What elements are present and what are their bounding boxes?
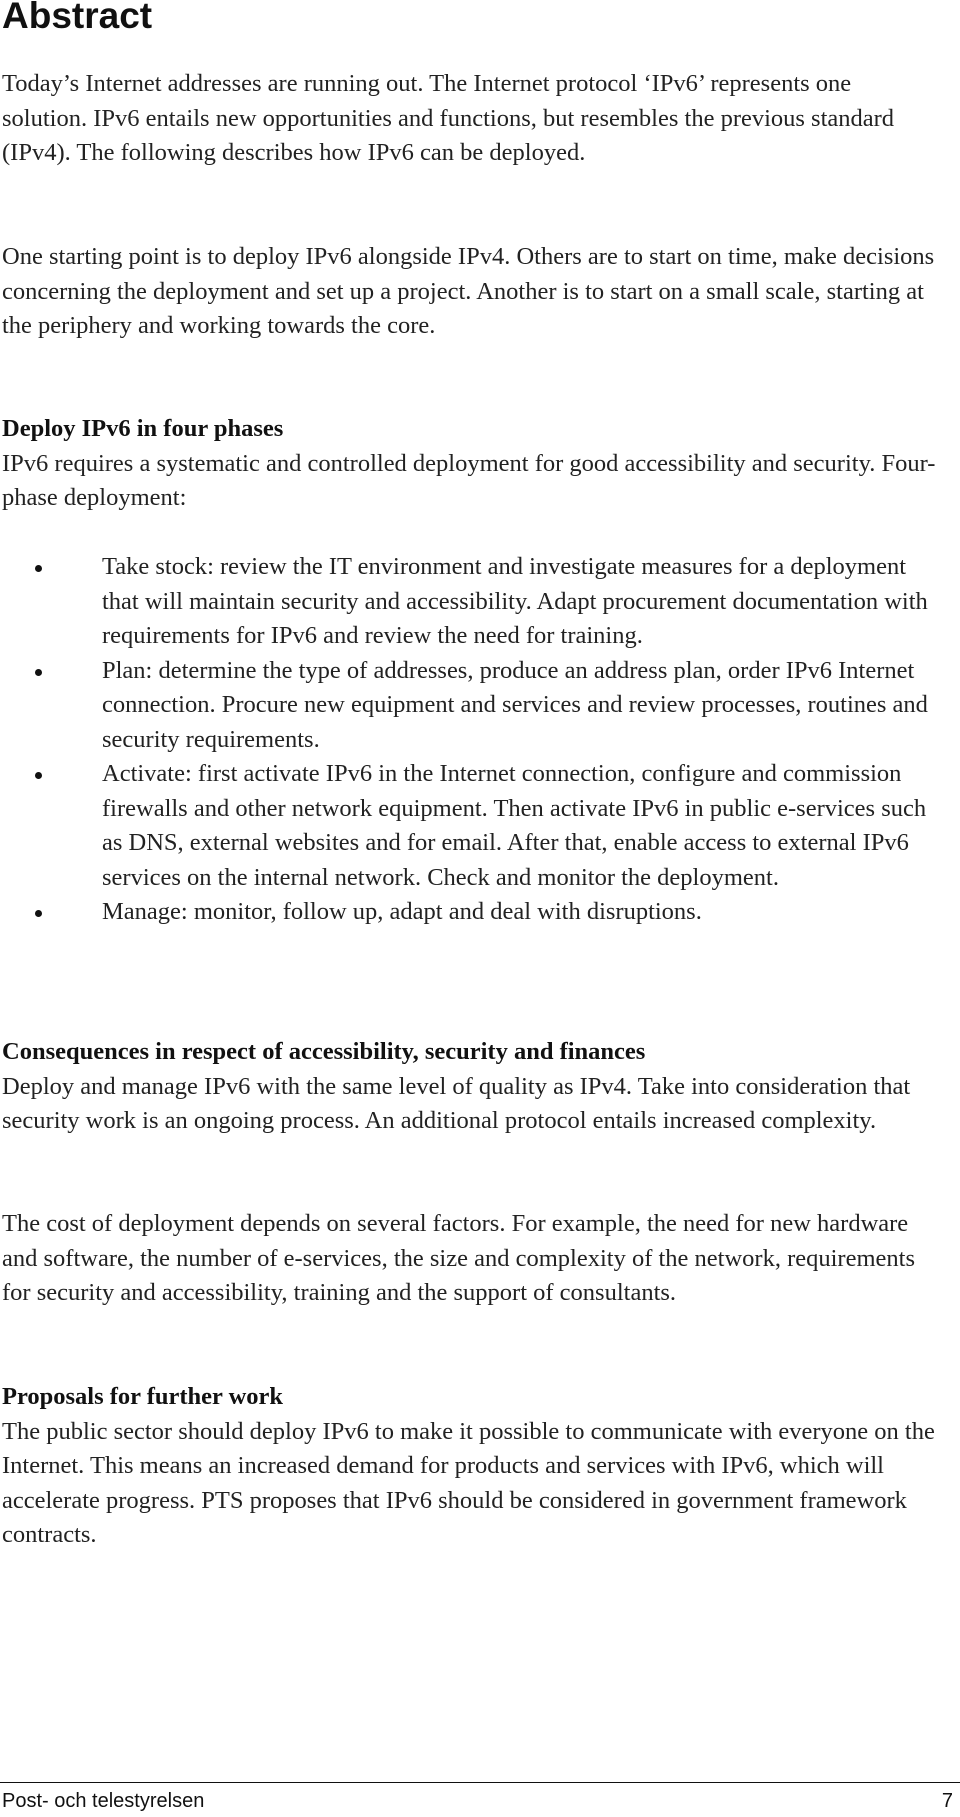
bullet-icon bbox=[35, 910, 42, 917]
list-item-text: Plan: determine the type of addresses, produce an address plan, order IPv6 Internet connection. Procure new equipment and services and review processes, routines and security requirements. bbox=[102, 656, 928, 753]
bullet-icon bbox=[35, 669, 42, 676]
list-item-text: Manage: monitor, follow up, adapt and deal with disruptions. bbox=[102, 898, 702, 925]
phases-list-container bbox=[2, 550, 942, 930]
list-item bbox=[2, 757, 942, 895]
footer-publisher: Post- och telestyrelsen bbox=[2, 1790, 205, 1812]
deploy-section bbox=[2, 412, 942, 516]
intro-paragraph-1 bbox=[2, 67, 942, 171]
list-item-text: Activate: first activate IPv6 in the Internet connection, configure and commission firewalls and other network equipment. Then activate IPv6 in public e-services such as DNS, external websites and for email. After that, enable access to external IPv6 services on the internal network. Check and monitor the deployment. bbox=[102, 760, 927, 891]
page-number: 7 bbox=[941, 1790, 953, 1812]
bullet-icon bbox=[35, 772, 42, 779]
intro-text-1: Today’s Internet addresses are running out. The Internet protocol ‘IPv6’ represents one solution. IPv6 entails new opportunities and functions, but resembles the previous standard (IPv4). The following describes how IPv6 can be deployed. bbox=[2, 70, 895, 166]
footer-divider bbox=[0, 1782, 960, 1783]
page-title: Abstract bbox=[2, 0, 153, 36]
consequences-heading: Consequences in respect of accessibility, security and finances bbox=[2, 1038, 646, 1065]
list-item bbox=[2, 895, 942, 930]
proposals-text: The public sector should deploy IPv6 to make it possible to communicate with everyone on the Internet. This means an increased demand for products and services with IPv6, which will accelerate progress. PTS proposes that IPv6 should be considered in government framework contracts. bbox=[2, 1417, 935, 1548]
deploy-heading: Deploy IPv6 in four phases bbox=[2, 415, 284, 442]
proposals-heading: Proposals for further work bbox=[2, 1383, 284, 1410]
list-item bbox=[2, 550, 942, 654]
phases-list bbox=[2, 550, 942, 930]
proposals-section bbox=[2, 1380, 942, 1553]
consequences-section bbox=[2, 1035, 942, 1139]
bullet-icon bbox=[35, 565, 42, 572]
list-item-text: Take stock: review the IT environment and investigate measures for a deployment that will maintain security and accessibility. Adapt procurement documentation with requirements for IPv6 and review the need for training. bbox=[102, 553, 928, 649]
cost-text: The cost of deployment depends on several factors. For example, the need for new hardware and software, the number of e-services, the size and complexity of the network, requirements for security and accessibility, training and the support of consultants. bbox=[2, 1210, 915, 1306]
intro-text-2: One starting point is to deploy IPv6 alongside IPv4. Others are to start on time, make decisions concerning the deployment and set up a project. Another is to start on a small scale, starting at the periphery and working towards the core. bbox=[2, 243, 935, 339]
cost-paragraph bbox=[2, 1207, 942, 1311]
list-item bbox=[2, 654, 942, 758]
deploy-text: IPv6 requires a systematic and controlled deployment for good accessibility and security. Four-phase deployment: bbox=[2, 449, 936, 511]
consequences-text: Deploy and manage IPv6 with the same level of quality as IPv4. Take into consideration that security work is an ongoing process. An additional protocol entails increased complexity. bbox=[2, 1072, 911, 1134]
intro-paragraph-2 bbox=[2, 240, 942, 344]
